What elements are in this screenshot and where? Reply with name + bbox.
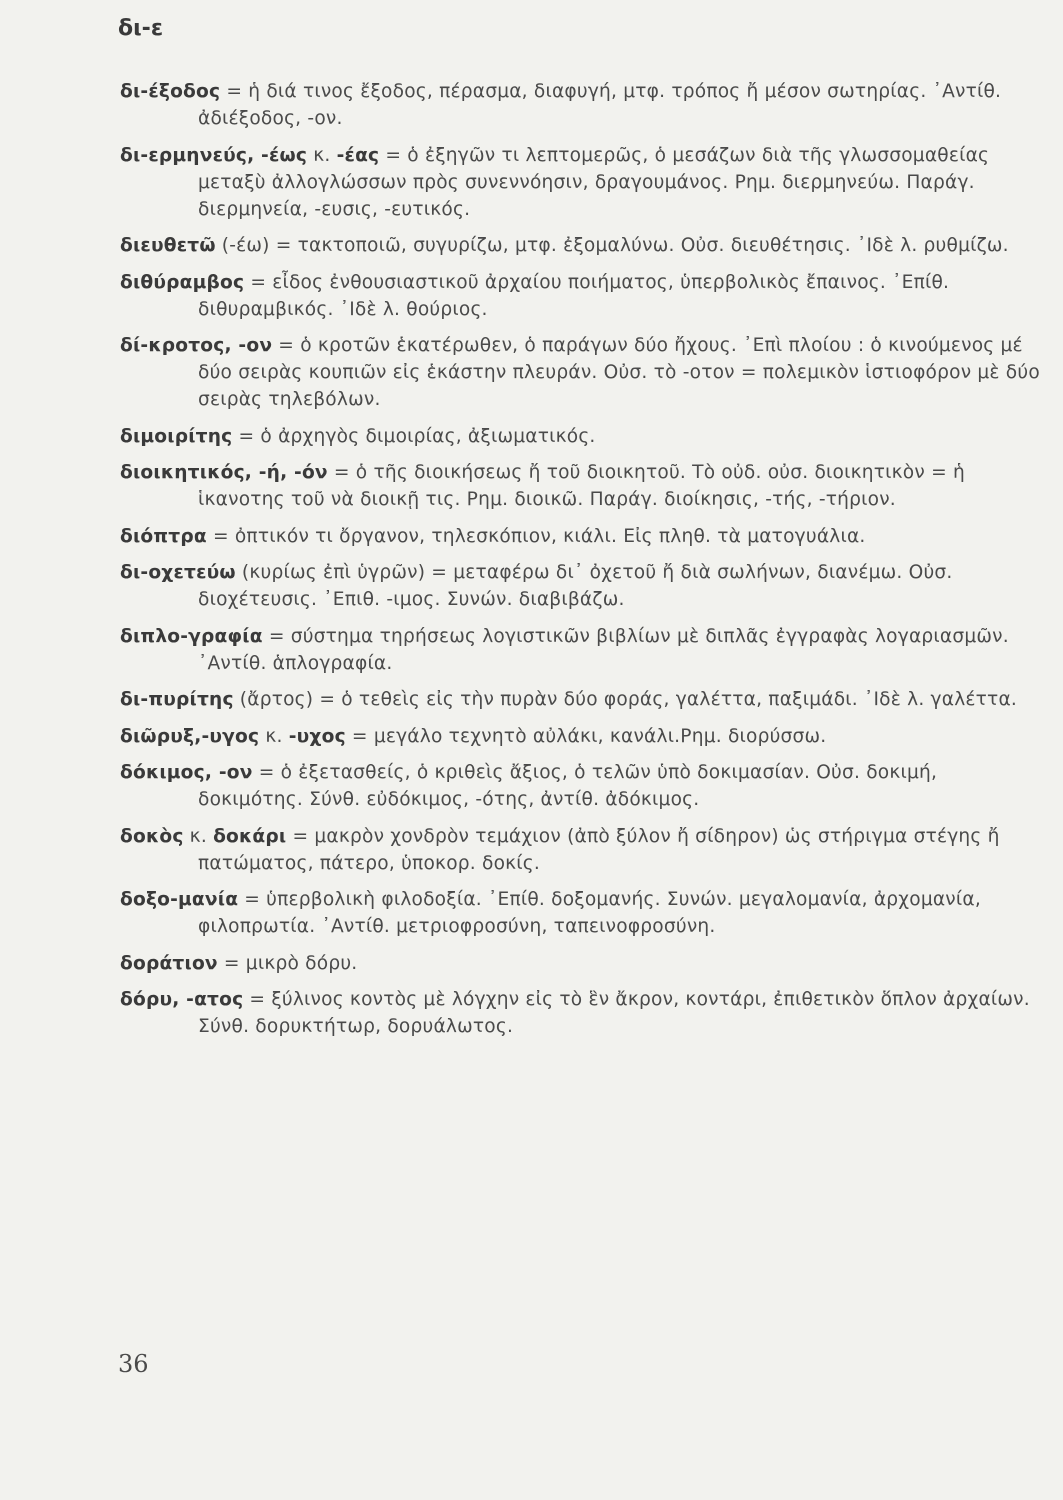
running-header: δι-ε	[118, 16, 164, 41]
entry-headword: δι-οχετεύω	[120, 562, 236, 583]
entry-headword: δι-έξοδος	[120, 81, 221, 102]
entry-definition: κ.	[307, 144, 337, 166]
entry-headword: διπλο-γραφία	[120, 625, 263, 647]
entry-headword: δοξο-μανία	[120, 889, 239, 910]
dictionary-entry	[120, 686, 1046, 713]
entry-definition: = σύστημα τηρήσεως λογιστικῶν βιβλίων μὲ διπλᾶς ἐγγραφὰς λογαριασμῶν. ᾽Αντίθ. ἁπλογραφία.	[198, 625, 1009, 674]
dictionary-entry	[120, 886, 1046, 940]
entry-definition: = ὁ ἐξηγῶν τι λεπτομερῶς, ὁ μεσάζων διὰ τῆς γλωσσομαθείας μεταξὺ ἀλλογλώσσων πρὸς συνεννόησιν, δραγουμάνος. Ρημ. διερμηνεύω. Παράγ. διερμηνεία, -ευσις, -ευτικός.	[198, 144, 990, 220]
entry-definition: = μεγάλο τεχνητὸ αὐλάκι, κανάλι.Ρημ. διορύσσω.	[345, 725, 827, 747]
dictionary-entry	[120, 423, 1046, 450]
dictionary-entry	[120, 459, 1046, 513]
entry-definition: = ἡ διά τινος ἔξοδος, πέρασμα, διαφυγή, μτφ. τρόπος ἤ μέσον σωτηρίας. ᾽Αντίθ. ἀδιέξοδος, -ον.	[198, 81, 1002, 129]
entry-definition: κ.	[183, 825, 214, 847]
page-number: 36	[118, 1350, 149, 1378]
dictionary-entry	[120, 823, 1046, 877]
entry-definition: = ὁ τῆς διοικήσεως ἤ τοῦ διοικητοῦ. Τὸ οὐδ. οὐσ. διοικητικὸν = ἡ ἱκανοτης τοῦ νὰ διοικῇ τις. Ρημ. διοικῶ. Παράγ. διοίκησις, -τής, -τήριον.	[198, 462, 965, 510]
entry-definition: = ὁ κροτῶν ἑκατέρωθεν, ὁ παράγων δύο ἤχους. ᾽Επὶ πλοίου : ὁ κινούμενος μέ δύο σειρὰς κουπιῶν εἰς ἑκάστην πλευράν. Οὐσ. τὸ -οτον = πολεμικὸν ἱστιοφόρον μὲ δύο σειρὰς τηλεβόλων.	[198, 335, 1040, 410]
entry-headword-variant: -έας	[336, 144, 380, 166]
dictionary-entry	[120, 759, 1046, 813]
dictionary-entry	[120, 986, 1046, 1040]
entry-definition: = ξύλινος κοντὸς μὲ λόγχην εἰς τὸ ἓν ἄκρον, κοντάρι, ἐπιθετικὸν ὅπλον ἀρχαίων. Σύνθ. δορυκτήτωρ, δορυάλωτος.	[198, 989, 1030, 1037]
dictionary-entries	[120, 78, 1046, 1050]
entry-headword: διοικητικός, -ή, -όν	[120, 462, 328, 483]
entry-headword: δοράτιον	[120, 952, 218, 974]
entry-headword: δοκὸς	[120, 825, 184, 847]
dictionary-entry	[120, 142, 1046, 223]
entry-headword-variant: δοκάρι	[213, 825, 287, 847]
entry-definition: = ὁ ἀρχηγὸς διμοιρίας, ἀξιωματικός.	[232, 425, 596, 447]
dictionary-entry	[120, 723, 1046, 750]
entry-definition: = μικρὸ δόρυ.	[217, 952, 358, 974]
entry-headword: δί-κροτος, -ον	[120, 335, 273, 356]
entry-headword: διευθετῶ	[120, 235, 216, 256]
dictionary-entry	[120, 623, 1046, 677]
dictionary-entry	[120, 332, 1046, 413]
entry-definition: (κυρίως ἐπὶ ὑγρῶν) = μεταφέρω δι᾽ ὀχετοῦ ἤ διὰ σωλήνων, διανέμω. Οὐσ. διοχέτευσις. ᾽Επιθ. -ιμος. Συνών. διαβιβάζω.	[198, 562, 953, 610]
dictionary-entry	[120, 78, 1046, 132]
entry-definition: = ὀπτικόν τι ὄργανον, τηλεσκόπιον, κιάλι. Εἰς πληθ. τὰ ματογυάλια.	[206, 525, 866, 547]
dictionary-entry	[120, 232, 1046, 259]
entry-headword: διμοιρίτης	[120, 425, 233, 447]
entry-definition: (-έω) = τακτοποιῶ, συγυρίζω, μτφ. ἐξομαλύνω. Οὐσ. διευθέτησις. ᾽Ιδὲ λ. ρυθμίζω.	[215, 235, 1009, 256]
entry-definition: (ἄρτος) = ὁ τεθεὶς εἰς τὴν πυρὰν δύο φοράς, γαλέττα, παξιμάδι. ᾽Ιδὲ λ. γαλέττα.	[233, 689, 1018, 710]
dictionary-entry	[120, 269, 1046, 323]
entry-definition: κ.	[259, 725, 289, 747]
entry-headword: διῶρυξ,-υγος	[120, 725, 260, 747]
entry-definition: = ὑπερβολικὴ φιλοδοξία. ᾽Επίθ. δοξομανής. Συνών. μεγαλομανία, ἀρχομανία, φιλοπρωτία. ᾽Αντίθ. μετριοφροσύνη, ταπεινοφροσύνη.	[198, 889, 981, 937]
entry-headword-variant: -υχος	[288, 725, 346, 747]
entry-definition: = εἶδος ἐνθουσιαστικοῦ ἀρχαίου ποιήματος, ὑπερβολικὸς ἔπαινος. ᾽Επίθ. διθυραμβικός. ᾽Ιδὲ λ. θούριος.	[198, 271, 950, 320]
entry-definition: = μακρὸν χονδρὸν τεμάχιον (ἀπὸ ξύλον ἤ σίδηρον) ὡς στήριγμα στέγης ἤ πατώματος, πάτερο, ὑποκορ. δοκίς.	[198, 825, 1000, 874]
entry-definition: = ὁ ἐξετασθείς, ὁ κριθεὶς ἄξιος, ὁ τελῶν ὑπὸ δοκιμασίαν. Οὐσ. δοκιμή, δοκιμότης. Σύνθ. εὐδόκιμος, -ότης, ἀντίθ. ἀδόκιμος.	[198, 762, 938, 810]
dictionary-entry	[120, 523, 1046, 550]
dictionary-entry	[120, 950, 1046, 977]
entry-headword: δόρυ, -ατος	[120, 989, 244, 1010]
entry-headword: δόκιμος, -ον	[120, 762, 253, 783]
entry-headword: διόπτρα	[120, 525, 207, 547]
dictionary-entry	[120, 559, 1046, 613]
entry-headword: διθύραμβος	[120, 271, 245, 293]
entry-headword: δι-ερμηνεύς, -έως	[120, 144, 308, 166]
entry-headword: δι-πυρίτης	[120, 689, 234, 710]
